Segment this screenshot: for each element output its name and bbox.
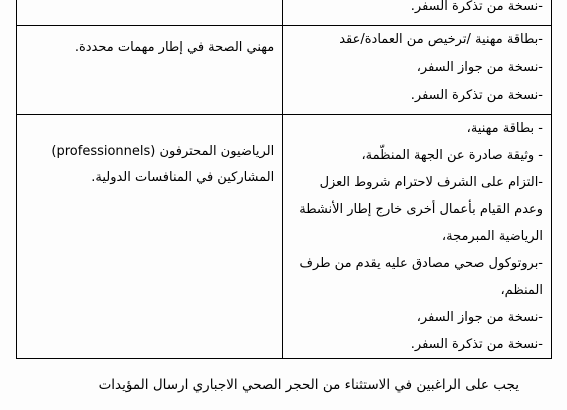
category-cell	[17, 115, 283, 359]
footer-line: يجب على الراغبين في الاستثناء من الحجر الصحي الاجباري ارسال المؤيدات	[98, 377, 519, 393]
category-label: الرياضيون المحترفون (professionnels) المشاركين في المنافسات الدولية.	[51, 144, 275, 185]
requirement-item: - وثيقة صادرة عن الجهة المنظّمة،	[361, 148, 543, 163]
category-cell	[17, 0, 283, 26]
requirement-item: -نسخة من تذكرة السفر.	[410, 337, 543, 352]
requirement-item: -نسخة من جواز السفر،	[416, 60, 543, 75]
requirements-cell	[283, 0, 552, 26]
requirement-item: -نسخة من تذكرة السفر.	[410, 0, 543, 14]
requirement-item: - بطاقة مهنية،	[466, 121, 543, 136]
requirement-item: -بطاقة مهنية /ترخيص من العمادة/عقد	[339, 32, 543, 47]
table-row	[17, 0, 552, 26]
requirement-item: -بروتوكول صحي مصادق عليه يقدم من طرف المنظم،	[299, 256, 543, 298]
requirements-cell	[283, 26, 552, 115]
requirement-item: -نسخة من تذكرة السفر.	[410, 88, 543, 103]
requirements-cell	[283, 115, 552, 359]
requirement-item: -نسخة من جواز السفر،	[416, 310, 543, 325]
table-row	[17, 115, 552, 359]
requirement-item: -التزام على الشرف لاحترام شروط العزل وعدم القيام بأعمال أخرى خارج إطار الأنشطة الرياضية المبرمجة،	[299, 175, 543, 244]
category-cell	[17, 26, 283, 115]
table-row	[17, 26, 552, 115]
footer-paragraph	[39, 372, 519, 398]
category-label: مهني الصحة في إطار مهمات محددة.	[74, 40, 275, 55]
exemption-table	[16, 0, 552, 359]
